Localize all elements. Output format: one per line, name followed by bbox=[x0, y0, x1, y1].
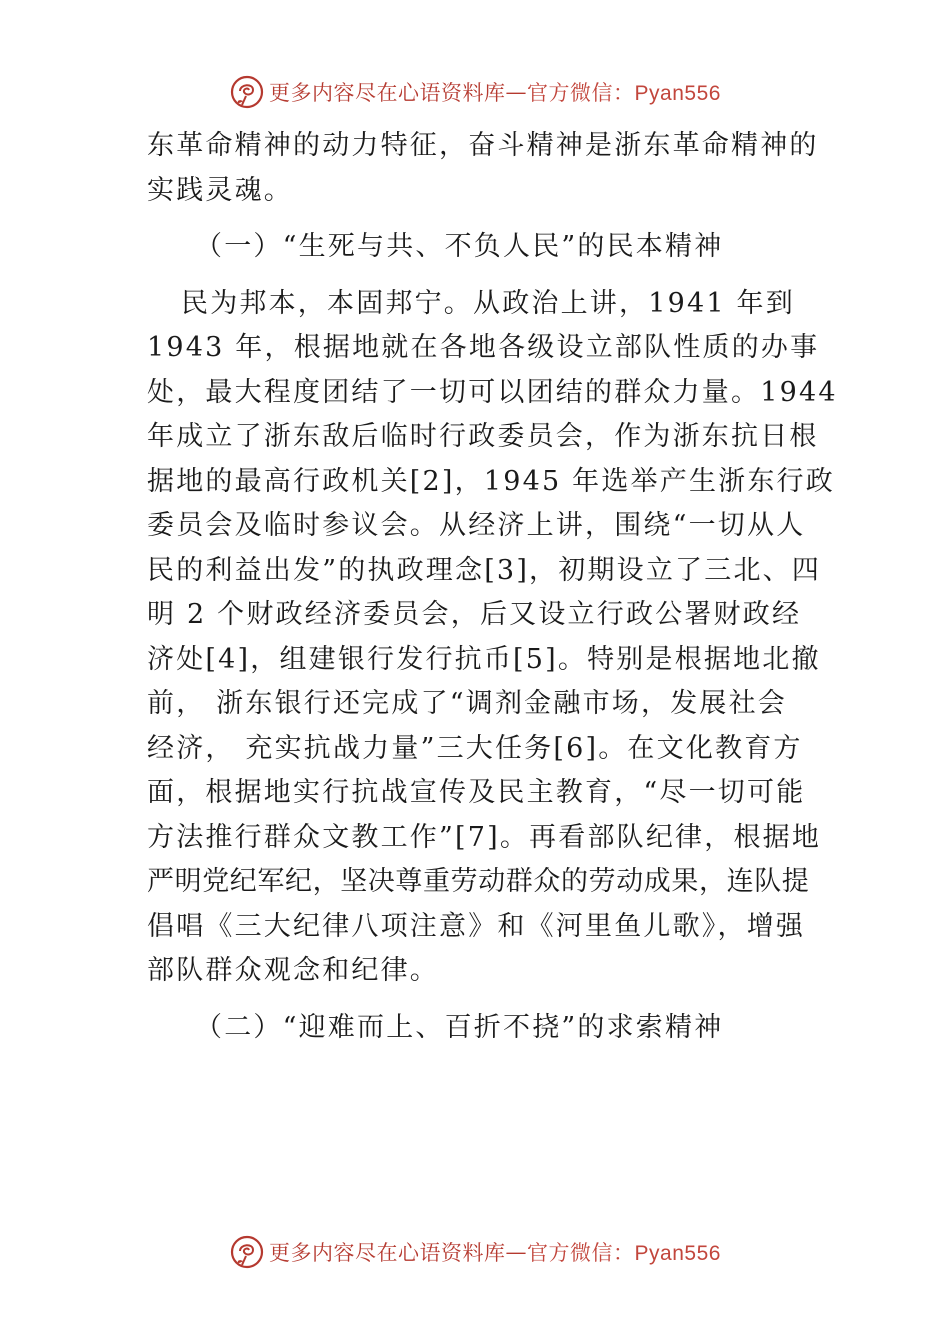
intro-line-1: 东革命精神的动力特征，奋斗精神是浙东革命精神的 bbox=[147, 130, 819, 161]
watermark-banner-bottom bbox=[0, 1232, 950, 1272]
paragraph-line: 民的利益出发”的执政理念[3]，初期设立了三北、四 bbox=[147, 554, 822, 586]
rose-logo-icon bbox=[229, 1234, 265, 1270]
paragraph-line: 明 2 个财政经济委员会，后又设立行政公署财政经 bbox=[147, 599, 802, 630]
paragraph-line: 委员会及临时参议会。从经济上讲，围绕“一切从人 bbox=[147, 510, 806, 541]
section-heading-2: （二）“迎难而上、百折不挠”的求索精神 bbox=[195, 1011, 724, 1043]
paragraph-line: 倡唱《三大纪律八项注意》和《河里鱼儿歌》，增强 bbox=[147, 910, 806, 942]
watermark-text: 更多内容尽在心语资料库 bbox=[269, 81, 506, 105]
paragraph-line: 据地的最高行政机关[2]，1945 年选举产生浙东行政 bbox=[147, 465, 835, 497]
document-body bbox=[147, 124, 838, 1050]
watermark-dash: — bbox=[505, 1240, 528, 1264]
paragraph-line: 面，根据地实行抗战宣传及民主教育，“尽一切可能 bbox=[147, 777, 806, 808]
paragraph-line: 1943 年，根据地就在各地各级设立部队性质的办事 bbox=[147, 332, 820, 363]
watermark-dash: — bbox=[505, 80, 528, 104]
watermark-wechat: 官方微信：Pyan556 bbox=[527, 82, 721, 105]
paragraph-line: 严明党纪军纪，坚决尊重劳动群众的劳动成果，连队提 bbox=[147, 866, 810, 897]
watermark-text: 更多内容尽在心语资料库 bbox=[269, 1241, 506, 1265]
paragraph-line: 方法推行群众文教工作”[7]。再看部队纪律，根据地 bbox=[147, 821, 822, 853]
watermark-banner-top bbox=[0, 72, 950, 112]
paragraph-line: 处，最大程度团结了一切可以团结的群众力量。1944 bbox=[147, 376, 838, 408]
paragraph-line: 民为邦本，本固邦宁。从政治上讲，1941 年到 bbox=[181, 287, 795, 319]
paragraph-line: 年成立了浙东敌后临时行政委员会，作为浙东抗日根 bbox=[147, 421, 819, 452]
paragraph-line: 济处[4]，组建银行发行抗币[5]。特别是根据地北撤 bbox=[147, 643, 821, 675]
section-heading-1: （一）“生死与共、不负人民”的民本精神 bbox=[195, 231, 724, 262]
paragraph-line: 部队群众观念和纪律。 bbox=[147, 955, 439, 986]
watermark-wechat: 官方微信：Pyan556 bbox=[527, 1242, 721, 1265]
paragraph-line: 前， 浙东银行还完成了“调剂金融市场，发展社会 bbox=[147, 688, 787, 719]
paragraph-line: 经济， 充实抗战力量”三大任务[6]。在文化教育方 bbox=[147, 732, 803, 764]
intro-line-2: 实践灵魂。 bbox=[147, 174, 293, 206]
rose-logo-icon bbox=[229, 74, 265, 110]
